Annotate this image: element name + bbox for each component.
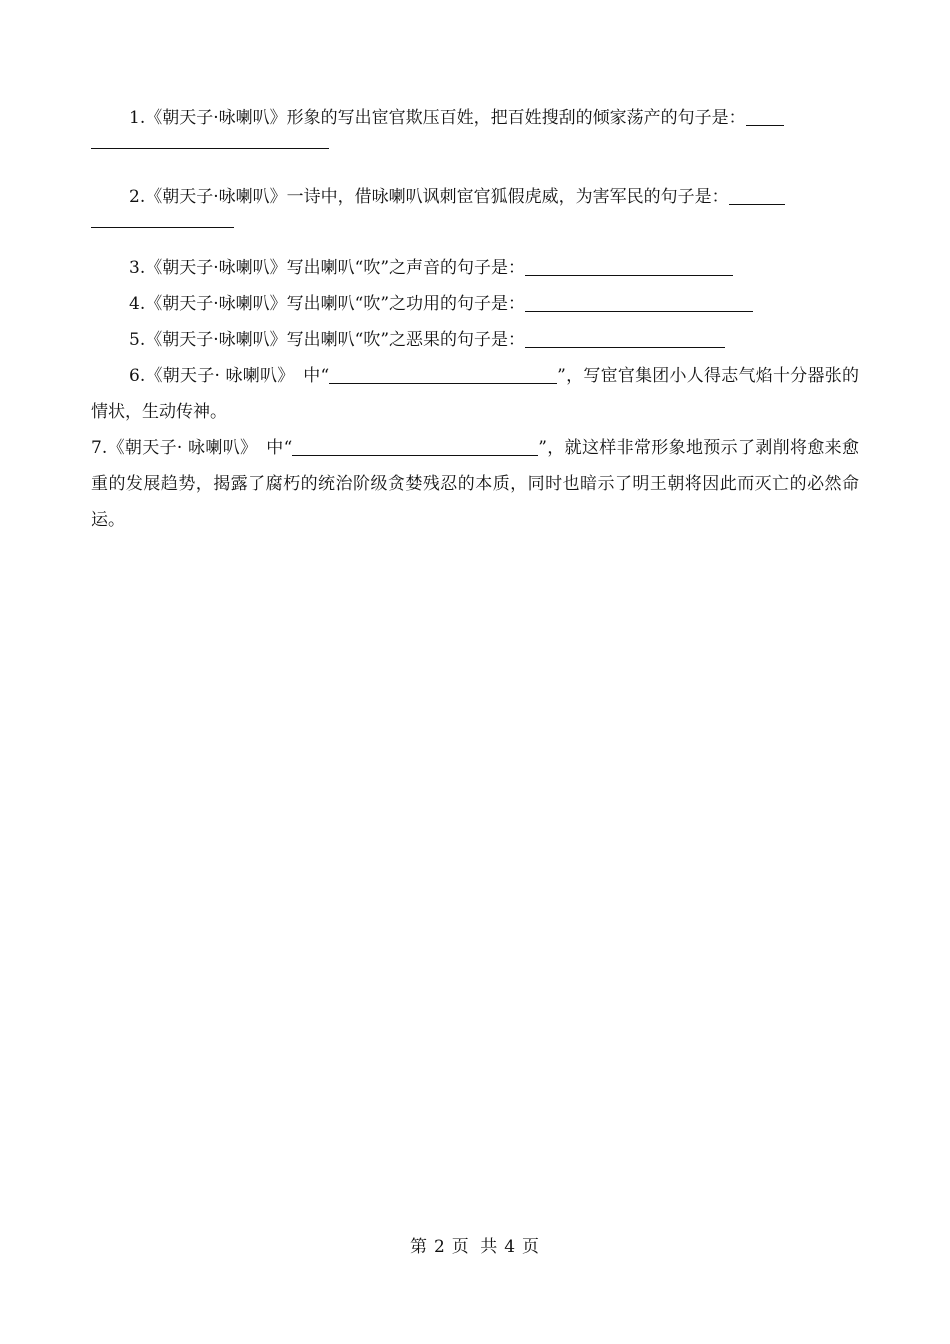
answer-blank[interactable] — [729, 186, 785, 205]
question-text: 《朝天子·咏喇叭》一诗中，借咏喇叭讽刺宦官狐假虎威，为害军民的句子是： — [145, 187, 729, 207]
question-list — [91, 100, 859, 538]
answer-blank[interactable] — [292, 437, 538, 456]
answer-blank[interactable] — [329, 365, 557, 384]
answer-blank-continued[interactable] — [91, 148, 329, 149]
question-text: 《朝天子·咏喇叭》写出喇叭“吹”之恶果的句子是： — [145, 330, 526, 350]
question-text-suffix: ”，就这样非常形象地预示了剥削将愈来愈重的发展趋势，揭露了腐朽的统治阶级贪婪残忍的本质，同时也暗示了明王朝将因此而灭亡的必然命运。 — [91, 438, 859, 530]
question-text: 《朝天子· 咏喇叭》 中“ — [145, 366, 330, 386]
question-6 — [91, 358, 859, 430]
footer-prefix: 第 — [409, 1237, 428, 1257]
question-4 — [91, 286, 859, 322]
question-7 — [91, 430, 859, 538]
answer-blank[interactable] — [746, 107, 784, 126]
footer-suffix: 页 — [522, 1237, 541, 1257]
question-number: 1. — [129, 108, 146, 128]
question-text: 《朝天子· 咏喇叭》 中“ — [107, 438, 293, 458]
question-number: 5. — [129, 330, 146, 350]
question-number: 3. — [129, 258, 146, 278]
question-2 — [91, 179, 859, 215]
question-number: 2. — [129, 187, 146, 207]
question-5 — [91, 322, 859, 358]
question-text: 《朝天子·咏喇叭》写出喇叭“吹”之功用的句子是： — [145, 294, 526, 314]
footer-current-page: 2 — [433, 1237, 446, 1257]
question-number: 6. — [129, 366, 146, 386]
question-text: 《朝天子·咏喇叭》形象的写出宦官欺压百姓，把百姓搜刮的倾家荡产的句子是： — [145, 108, 746, 128]
question-number: 7. — [91, 438, 108, 458]
question-number: 4. — [129, 294, 146, 314]
answer-blank[interactable] — [525, 293, 753, 312]
answer-blank[interactable] — [525, 329, 725, 348]
footer-total-pages: 4 — [504, 1237, 517, 1257]
question-3 — [91, 250, 859, 286]
question-text: 《朝天子·咏喇叭》写出喇叭“吹”之声音的句子是： — [145, 258, 526, 278]
page-footer — [0, 1232, 950, 1257]
question-1 — [91, 100, 859, 136]
answer-blank[interactable] — [525, 257, 733, 276]
footer-middle: 页 共 — [451, 1237, 499, 1257]
answer-blank-continued[interactable] — [91, 227, 234, 228]
question-text-suffix: ”，写宦官集团小人得志气焰十分器张的情状，生动传神。 — [91, 366, 859, 422]
